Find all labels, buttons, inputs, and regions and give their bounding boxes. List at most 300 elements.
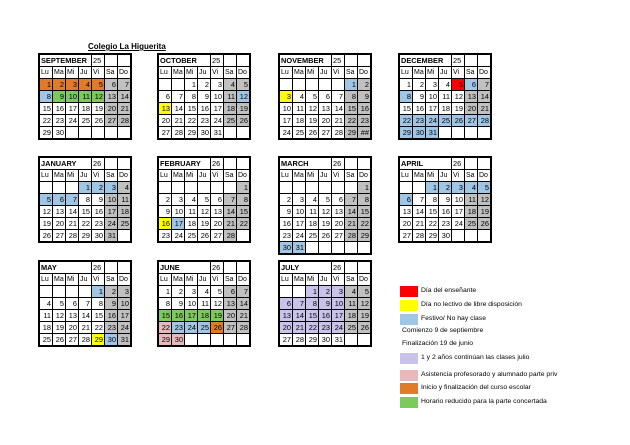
legend-label: Horario reducido para la parte concertada <box>421 398 547 405</box>
weekday-header: Sa <box>345 67 358 79</box>
day-cell <box>413 182 426 194</box>
day-cell <box>79 286 92 298</box>
day-cell: 16 <box>105 310 118 322</box>
month-name: NOVEMBER <box>280 55 332 67</box>
weekday-header: Do <box>237 67 250 79</box>
month-name: APRIL <box>400 158 452 170</box>
day-cell <box>224 182 237 194</box>
day-cell: 8 <box>185 91 198 103</box>
day-cell: 4 <box>439 79 452 91</box>
day-cell: 25 <box>293 127 306 139</box>
day-cell <box>53 286 66 298</box>
day-cell: 30 <box>198 127 211 139</box>
day-cell: 15 <box>79 206 92 218</box>
day-cell: 26 <box>306 127 319 139</box>
day-cell: 31 <box>426 127 439 139</box>
day-cell: 24 <box>185 322 198 334</box>
day-cell: 29 <box>40 127 53 139</box>
legend-swatch <box>400 383 418 394</box>
day-cell: 16 <box>92 206 105 218</box>
legend-label: Día no lectivo de libre disposición <box>421 301 522 308</box>
day-cell <box>53 182 66 194</box>
day-cell: 24 <box>66 115 79 127</box>
day-cell: 22 <box>40 115 53 127</box>
day-cell: 21 <box>413 218 426 230</box>
day-cell: 28 <box>478 115 491 127</box>
weekday-header: Sa <box>105 274 118 286</box>
month-november <box>278 53 372 140</box>
day-cell: 17 <box>66 103 79 115</box>
day-cell: 3 <box>66 79 79 91</box>
day-cell: 15 <box>92 310 105 322</box>
day-cell: 28 <box>293 334 306 346</box>
legend-note: Comienzo 9 de septiembre <box>402 327 484 334</box>
day-cell: 20 <box>332 218 345 230</box>
day-cell: 14 <box>118 91 131 103</box>
day-cell: 16 <box>280 218 293 230</box>
weekday-header: Ju <box>319 170 332 182</box>
day-cell: 12 <box>358 298 371 310</box>
day-cell: 29 <box>345 127 358 139</box>
day-cell: 2 <box>280 194 293 206</box>
day-cell: 18 <box>40 322 53 334</box>
day-cell: 18 <box>306 218 319 230</box>
month-name: SEPTEMBER <box>40 55 92 67</box>
weekday-header: Lu <box>159 67 172 79</box>
day-cell: 6 <box>332 194 345 206</box>
day-cell: 19 <box>452 103 465 115</box>
day-cell: 1 <box>400 79 413 91</box>
day-cell <box>211 182 224 194</box>
day-cell: 4 <box>306 194 319 206</box>
day-cell: 14 <box>478 91 491 103</box>
month-march <box>278 156 372 255</box>
day-cell: 27 <box>224 322 237 334</box>
day-cell: 4 <box>40 298 53 310</box>
day-cell: 12 <box>211 298 224 310</box>
day-cell: 3 <box>280 91 293 103</box>
month-year: 25 <box>452 55 465 67</box>
day-cell: 22 <box>159 322 172 334</box>
day-cell: 2 <box>413 79 426 91</box>
day-cell: 13 <box>400 206 413 218</box>
day-cell: 12 <box>198 206 211 218</box>
weekday-header: Ju <box>319 274 332 286</box>
day-cell: 5 <box>478 182 491 194</box>
day-cell: 11 <box>306 206 319 218</box>
weekday-header: Ma <box>172 67 185 79</box>
day-cell: 21 <box>478 103 491 115</box>
day-cell: 17 <box>293 218 306 230</box>
day-cell: 25 <box>198 322 211 334</box>
day-cell: 8 <box>40 91 53 103</box>
day-cell: 23 <box>53 115 66 127</box>
day-cell: 26 <box>198 230 211 242</box>
day-cell <box>345 334 358 346</box>
day-cell <box>332 79 345 91</box>
day-cell: 14 <box>345 206 358 218</box>
day-cell: 26 <box>319 230 332 242</box>
day-cell <box>40 182 53 194</box>
day-cell: 22 <box>237 218 250 230</box>
day-cell: 7 <box>224 194 237 206</box>
day-cell: 24 <box>172 230 185 242</box>
day-cell <box>465 127 478 139</box>
day-cell: 9 <box>413 91 426 103</box>
day-cell: 17 <box>280 115 293 127</box>
day-cell: 3 <box>293 194 306 206</box>
weekday-header: Vi <box>452 170 465 182</box>
day-cell: 27 <box>319 127 332 139</box>
day-cell: 6 <box>159 91 172 103</box>
day-cell: 23 <box>198 115 211 127</box>
weekday-header: Do <box>118 67 131 79</box>
day-cell: 2 <box>53 79 66 91</box>
weekday-header: Ju <box>198 170 211 182</box>
legend-label: Inicio y finalización del curso escolar <box>421 384 531 391</box>
day-cell: 21 <box>237 310 250 322</box>
day-cell: 28 <box>66 230 79 242</box>
month-name: JUNE <box>159 262 211 274</box>
day-cell: 15 <box>159 310 172 322</box>
day-cell: 8 <box>400 91 413 103</box>
month-name: OCTOBER <box>159 55 211 67</box>
day-cell: 8 <box>159 298 172 310</box>
day-cell: 16 <box>319 310 332 322</box>
day-cell: 26 <box>452 115 465 127</box>
day-cell: 7 <box>413 194 426 206</box>
weekday-header: Mi <box>66 170 79 182</box>
weekday-header: Mi <box>66 274 79 286</box>
day-cell: 10 <box>105 194 118 206</box>
day-cell <box>66 286 79 298</box>
month-october <box>157 53 251 140</box>
day-cell: 11 <box>224 91 237 103</box>
day-cell: 5 <box>319 194 332 206</box>
month-year: 25 <box>332 55 345 67</box>
day-cell: 24 <box>118 322 131 334</box>
day-cell <box>452 127 465 139</box>
day-cell <box>172 182 185 194</box>
day-cell: 10 <box>452 194 465 206</box>
day-cell: 27 <box>465 115 478 127</box>
day-cell: 25 <box>465 218 478 230</box>
day-cell: 15 <box>306 310 319 322</box>
day-cell <box>439 127 452 139</box>
legend-label: Festivo/ No hay clase <box>421 315 486 322</box>
day-cell: 16 <box>413 103 426 115</box>
weekday-header: Do <box>118 170 131 182</box>
day-cell: 15 <box>345 103 358 115</box>
day-cell: 13 <box>66 310 79 322</box>
day-cell <box>185 334 198 346</box>
day-cell: 25 <box>79 115 92 127</box>
day-cell <box>478 127 491 139</box>
day-cell: 31 <box>332 334 345 346</box>
weekday-header: Lu <box>159 170 172 182</box>
weekday-header: Do <box>358 67 371 79</box>
day-cell: 18 <box>118 206 131 218</box>
day-cell: 4 <box>185 194 198 206</box>
day-cell: 11 <box>40 310 53 322</box>
day-cell: 11 <box>185 206 198 218</box>
day-cell: 23 <box>413 115 426 127</box>
day-cell: 30 <box>105 334 118 346</box>
month-name: JULY <box>280 262 332 274</box>
day-cell: 8 <box>426 194 439 206</box>
day-cell: 15 <box>237 206 250 218</box>
weekday-header: Ju <box>79 67 92 79</box>
day-cell: 24 <box>211 115 224 127</box>
month-january <box>38 156 132 243</box>
month-year: 26 <box>332 262 345 274</box>
day-cell: 11 <box>293 103 306 115</box>
day-cell: 26 <box>92 115 105 127</box>
month-year: 26 <box>332 158 345 170</box>
day-cell <box>293 286 306 298</box>
day-cell: 28 <box>345 230 358 242</box>
day-cell: 1 <box>426 182 439 194</box>
day-cell: 3 <box>426 79 439 91</box>
day-cell: 3 <box>105 182 118 194</box>
weekday-header: Ma <box>53 170 66 182</box>
day-cell <box>400 182 413 194</box>
weekday-header: Lu <box>280 274 293 286</box>
legend-label: Asistencia profesorado y alumnado parte priv <box>421 371 558 378</box>
day-cell: 8 <box>358 194 371 206</box>
day-cell: 14 <box>413 206 426 218</box>
day-cell: 10 <box>211 91 224 103</box>
day-cell <box>159 79 172 91</box>
day-cell: 1 <box>79 182 92 194</box>
day-cell: 25 <box>185 230 198 242</box>
day-cell: 19 <box>478 206 491 218</box>
day-cell: 10 <box>280 103 293 115</box>
weekday-header: Ju <box>439 170 452 182</box>
weekday-header: Vi <box>332 274 345 286</box>
day-cell: 18 <box>465 206 478 218</box>
day-cell: 12 <box>92 91 105 103</box>
day-cell: 26 <box>478 218 491 230</box>
day-cell: 17 <box>105 206 118 218</box>
day-cell: 20 <box>465 103 478 115</box>
day-cell: 18 <box>293 115 306 127</box>
weekday-header: Ma <box>53 67 66 79</box>
day-cell: 12 <box>319 206 332 218</box>
day-cell: 5 <box>92 79 105 91</box>
day-cell: 31 <box>118 334 131 346</box>
day-cell: 30 <box>92 230 105 242</box>
day-cell: 14 <box>224 206 237 218</box>
month-year: 26 <box>452 158 465 170</box>
day-cell: 20 <box>400 218 413 230</box>
day-cell: 6 <box>211 194 224 206</box>
weekday-header: Do <box>237 274 250 286</box>
weekday-header: Mi <box>426 170 439 182</box>
day-cell: 12 <box>478 194 491 206</box>
day-cell: 23 <box>105 322 118 334</box>
day-cell: 6 <box>224 286 237 298</box>
day-cell <box>118 127 131 139</box>
day-cell: 17 <box>332 310 345 322</box>
day-cell: 29 <box>92 334 105 346</box>
weekday-header: Ma <box>293 274 306 286</box>
day-cell: 11 <box>79 91 92 103</box>
day-cell: ## <box>358 127 371 139</box>
day-cell: 21 <box>345 218 358 230</box>
day-cell: 21 <box>224 218 237 230</box>
day-cell: 13 <box>224 298 237 310</box>
day-cell: 19 <box>306 115 319 127</box>
day-cell: 2 <box>172 286 185 298</box>
day-cell <box>319 242 332 254</box>
weekday-header: Ma <box>172 274 185 286</box>
weekday-header: Sa <box>224 67 237 79</box>
day-cell: 15 <box>426 206 439 218</box>
weekday-header: Vi <box>332 67 345 79</box>
day-cell: 11 <box>198 298 211 310</box>
day-cell: 17 <box>185 310 198 322</box>
day-cell: 19 <box>53 322 66 334</box>
day-cell: 4 <box>198 286 211 298</box>
day-cell: 5 <box>306 91 319 103</box>
day-cell: 7 <box>118 79 131 91</box>
day-cell: 24 <box>426 115 439 127</box>
day-cell: 1 <box>92 286 105 298</box>
day-cell: 15 <box>400 103 413 115</box>
month-name: JANUARY <box>40 158 92 170</box>
weekday-header: Ju <box>79 274 92 286</box>
day-cell <box>172 79 185 91</box>
month-year: 25 <box>211 55 224 67</box>
day-cell <box>118 230 131 242</box>
day-cell: 10 <box>118 298 131 310</box>
weekday-header: Vi <box>92 170 105 182</box>
day-cell: 26 <box>237 115 250 127</box>
day-cell <box>79 127 92 139</box>
weekday-header: Lu <box>159 274 172 286</box>
day-cell: 9 <box>280 206 293 218</box>
day-cell: 22 <box>400 115 413 127</box>
day-cell: 28 <box>79 334 92 346</box>
day-cell: 14 <box>332 103 345 115</box>
weekday-header: Sa <box>105 67 118 79</box>
day-cell: 14 <box>293 310 306 322</box>
legend-swatch <box>400 397 418 408</box>
day-cell: 27 <box>53 230 66 242</box>
legend-label: Día del enseñante <box>421 287 477 294</box>
day-cell <box>66 127 79 139</box>
day-cell: 29 <box>426 230 439 242</box>
weekday-header: Ma <box>172 170 185 182</box>
day-cell: 25 <box>118 218 131 230</box>
day-cell: 13 <box>319 103 332 115</box>
day-cell: 15 <box>40 103 53 115</box>
day-cell <box>306 242 319 254</box>
month-name: FEBRUARY <box>159 158 211 170</box>
day-cell: 18 <box>439 103 452 115</box>
day-cell: 8 <box>306 298 319 310</box>
day-cell: 12 <box>452 91 465 103</box>
day-cell: 3 <box>211 79 224 91</box>
day-cell: 18 <box>185 218 198 230</box>
day-cell: 10 <box>172 206 185 218</box>
legend-note: Finalización 19 de junio <box>402 340 474 347</box>
legend-swatch <box>400 370 418 381</box>
day-cell: 5 <box>237 79 250 91</box>
day-cell: 22 <box>185 115 198 127</box>
page-title: Colegio La Higuerita <box>88 42 166 51</box>
day-cell: 19 <box>92 103 105 115</box>
day-cell: 11 <box>439 91 452 103</box>
day-cell: 13 <box>332 206 345 218</box>
day-cell <box>306 182 319 194</box>
day-cell: 5 <box>40 194 53 206</box>
weekday-header: Lu <box>400 170 413 182</box>
day-cell: 1 <box>237 182 250 194</box>
weekday-header: Mi <box>185 274 198 286</box>
day-cell <box>478 230 491 242</box>
weekday-header: Ma <box>413 170 426 182</box>
day-cell: 2 <box>358 79 371 91</box>
day-cell: 28 <box>332 127 345 139</box>
day-cell <box>159 182 172 194</box>
day-cell: 3 <box>452 182 465 194</box>
day-cell: 10 <box>332 298 345 310</box>
day-cell: 24 <box>332 322 345 334</box>
day-cell: 2 <box>319 286 332 298</box>
day-cell: 8 <box>237 194 250 206</box>
day-cell <box>237 230 250 242</box>
day-cell: 22 <box>306 322 319 334</box>
day-cell: 9 <box>358 91 371 103</box>
weekday-header: Mi <box>426 67 439 79</box>
month-name: DECEMBER <box>400 55 452 67</box>
day-cell: 30 <box>280 242 293 254</box>
day-cell: 29 <box>79 230 92 242</box>
day-cell: 22 <box>345 115 358 127</box>
day-cell: 12 <box>306 103 319 115</box>
day-cell: 14 <box>79 310 92 322</box>
day-cell: 1 <box>159 286 172 298</box>
day-cell <box>185 182 198 194</box>
weekday-header: Vi <box>211 274 224 286</box>
day-cell: 5 <box>452 79 465 91</box>
weekday-header: Do <box>118 274 131 286</box>
day-cell: 18 <box>198 310 211 322</box>
weekday-header: Ma <box>293 170 306 182</box>
day-cell: 25 <box>439 115 452 127</box>
day-cell: 16 <box>198 103 211 115</box>
day-cell <box>280 182 293 194</box>
day-cell: 18 <box>224 103 237 115</box>
day-cell: 7 <box>293 298 306 310</box>
day-cell: 16 <box>159 218 172 230</box>
day-cell: 2 <box>159 194 172 206</box>
day-cell: 23 <box>280 230 293 242</box>
day-cell: 19 <box>237 103 250 115</box>
day-cell: 16 <box>439 206 452 218</box>
weekday-header: Vi <box>211 170 224 182</box>
day-cell: 6 <box>280 298 293 310</box>
day-cell: 20 <box>280 322 293 334</box>
legend-label: 1 y 2 años continúan las clases julio <box>421 354 530 361</box>
day-cell: 18 <box>79 103 92 115</box>
day-cell: 10 <box>66 91 79 103</box>
day-cell: 3 <box>118 286 131 298</box>
month-name: MAY <box>40 262 92 274</box>
day-cell: 29 <box>185 127 198 139</box>
